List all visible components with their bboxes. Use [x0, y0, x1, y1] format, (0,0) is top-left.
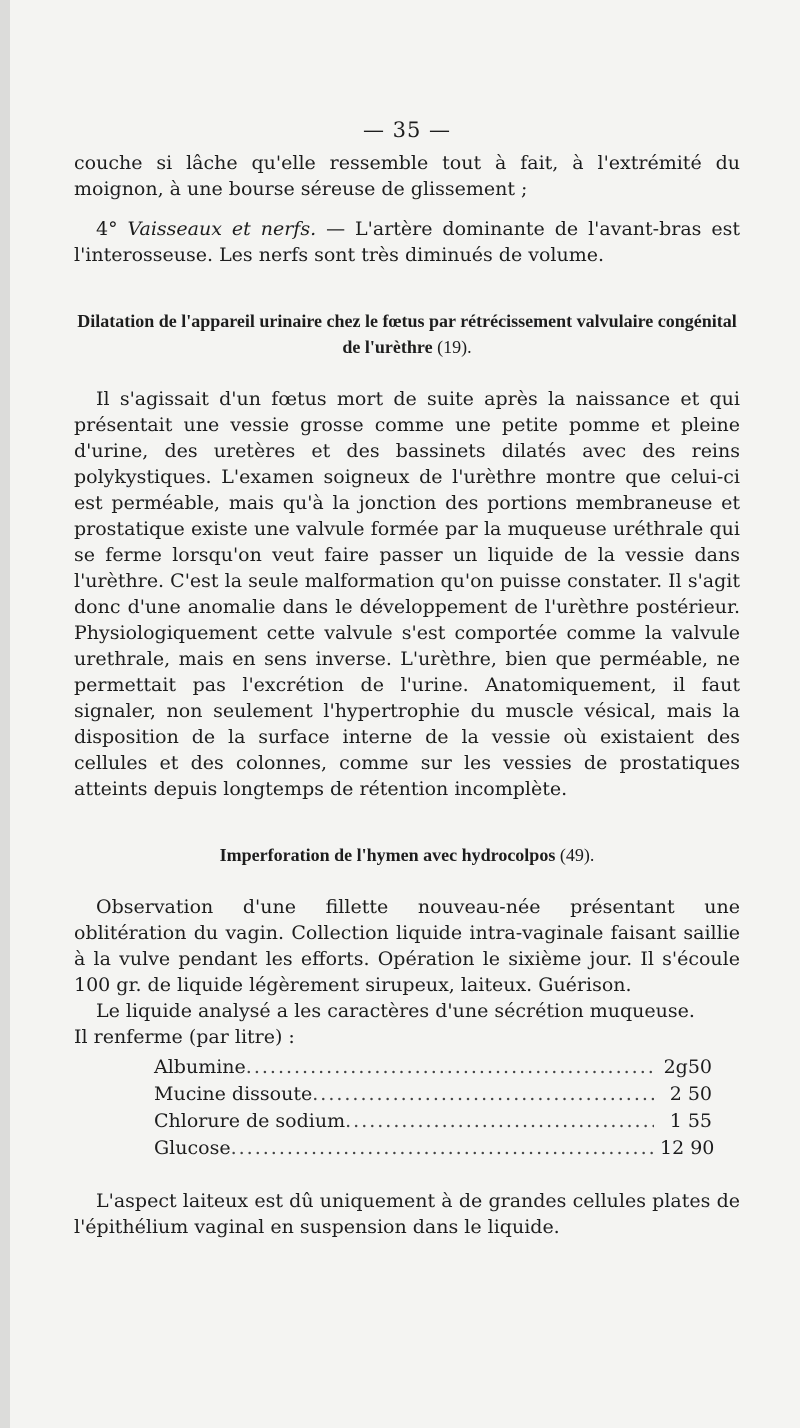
intro-paragraph: couche si lâche qu'elle ressemble tout à fait, à l'extrémité du moignon, à une bourse séreuse de glissement ; [74, 152, 740, 200]
analysis-item-name: Albumine [154, 1056, 246, 1078]
analysis-item [154, 1108, 712, 1135]
vessels-heading: Vaisseaux et nerfs. [127, 218, 317, 240]
fetus-paragraph: Il s'agissait d'un fœtus mort de suite après la naissance et qui présentait une vessie grosse comme une petite pomme et pleine d'urine, des uretères et des bassinets dilatés avec des reins polykystiques. L'examen soigneux de l'urèthre montre que celui-ci est perméable, mais qu'à la jonction des portions membraneuse et prostatique existe une valvule formée par la muqueuse uréthrale qui se ferme lorsqu'on veut faire passer un liquide de la vessie dans l'urèthre. C'est la seule malformation qu'on puisse constater. Il s'agit donc d'une anomalie dans le développement de l'urèthre postérieur. Physiologiquement cette valvule s'est comportée comme la valvule urethrale, mais en sens inverse. L'urèthre, bien que perméable, ne permettait pas l'excrétion de l'urine. Anatomiquement, il faut signaler, non seulement l'hypertrophie du muscle vésical, mais la disposition de la surface interne de la vessie où existaient des cellules et des colonnes, comme sur les vessies de prostatiques atteints depuis longtemps de rétention incomplète. [74, 388, 740, 800]
analysis-item-name: Glucose [154, 1137, 231, 1159]
analysis-item [154, 1054, 712, 1081]
analysis-item [154, 1081, 712, 1108]
analysis-item-value: 2 50 [669, 1083, 712, 1105]
vessels-paragraph [74, 216, 740, 268]
liquid-content-intro: Il renferme (par litre) : [74, 1026, 295, 1048]
analysis-item-name: Mucine dissoute [154, 1083, 313, 1105]
analysis-item-value: 1 55 [669, 1110, 712, 1132]
leader-dots [246, 1054, 654, 1081]
analysis-item [154, 1135, 715, 1162]
leader-dots [231, 1135, 654, 1162]
analysis-item-value: 12 90 [660, 1137, 715, 1159]
conclusion-paragraph: L'aspect laiteux est dû uniquement à de grandes cellules plates de l'épithélium vaginal en suspension dans le liquide. [74, 1190, 740, 1238]
analysis-list [154, 1054, 715, 1162]
section-title-text: Imperforation de l'hymen avec hydrocolpos [219, 845, 556, 865]
section-title-text: Dilatation de l'appareil urinaire chez le fœtus par rétrécissement valvulaire congénital de l'urèthre [77, 311, 737, 357]
analysis-item-value: 2g50 [663, 1056, 712, 1078]
section-reference: (19). [437, 337, 472, 357]
section-title-imperforation [74, 842, 740, 868]
liquid-paragraph: Le liquide analysé a les caractères d'une sécrétion muqueuse. [96, 1000, 695, 1022]
vessels-number: 4° [96, 218, 118, 240]
page-number: — 35 — [362, 118, 452, 142]
analysis-item-name: Chlorure de sodium [154, 1110, 346, 1132]
observation-paragraph: Observation d'une fillette nouveau-née présentant une oblitération du vagin. Collection liquide intra-vaginale faisant saillie à la vulve pendant les efforts. Opération le sixième jour. Il s'écoule 100 gr. de liquide légèrement sirupeux, laiteux. Guérison. [74, 896, 740, 996]
leader-dots [312, 1081, 654, 1108]
vessels-text: — L'artère dominante de l'avant-bras est l'interosseuse. Les nerfs sont très diminués de volume. [74, 218, 740, 266]
leader-dots [345, 1108, 654, 1135]
section-reference: (49). [559, 845, 595, 865]
section-title-dilatation [74, 308, 740, 360]
